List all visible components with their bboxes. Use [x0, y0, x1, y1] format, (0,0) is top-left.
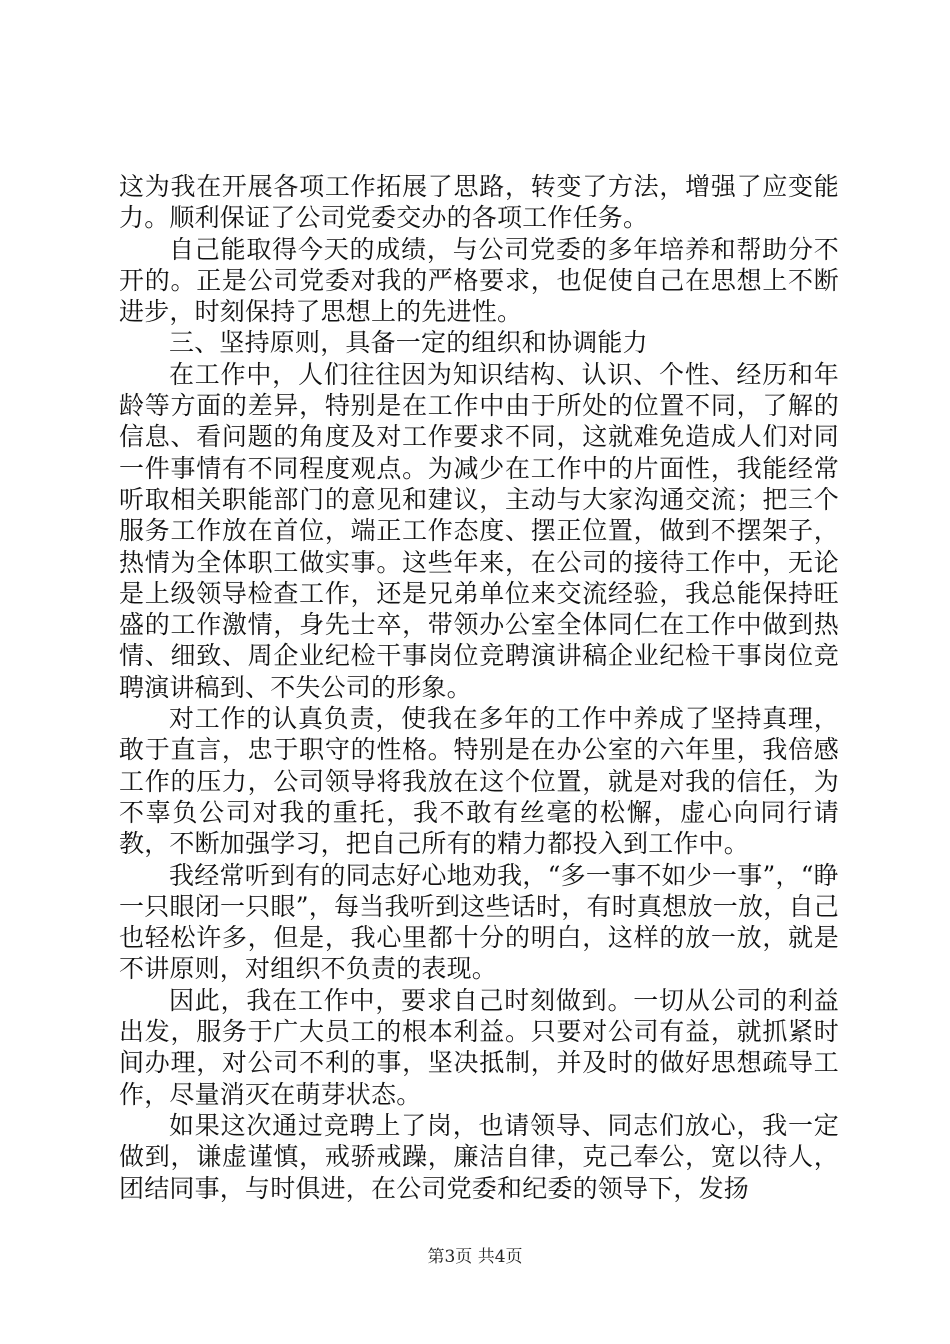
page-number-footer: 第3页 共4页: [427, 1247, 523, 1267]
paragraph: 这为我在开展各项工作拓展了思路，转变了方法，增强了应变能力。顺利保证了公司党委交办的各项工作任务。: [119, 172, 839, 233]
paragraph: 在工作中，人们往往因为知识结构、认识、个性、经历和年龄等方面的差异，特别是在工作中由于所处的位置不同，了解的信息、看问题的角度及对工作要求不同，这就难免造成人们对同一件事情有不同程度观点。为减少在工作中的片面性，我能经常听取相关职能部门的意见和建议，主动与大家沟通交流；把三个服务工作放在首位，端正工作态度、摆正位置，做到不摆架子，热情为全体职工做实事。这些年来，在公司的接待工作中，无论是上级领导检查工作，还是兄弟单位来交流经验，我总能保持旺盛的工作激情，身先士卒，带领办公室全体同仁在工作中做到热情、细致、周企业纪检干事岗位竞聘演讲稿企业纪检干事岗位竞聘演讲稿到、不失公司的形象。: [119, 359, 839, 702]
document-body: [119, 171, 839, 1204]
paragraph: 自己能取得今天的成绩，与公司党委的多年培养和帮助分不开的。正是公司党委对我的严格要求，也促使自己在思想上不断进步，时刻保持了思想上的先进性。: [119, 234, 839, 327]
paragraph: 对工作的认真负责，使我在多年的工作中养成了坚持真理，敢于直言，忠于职守的性格。特别是在办公室的六年里，我倍感工作的压力，公司领导将我放在这个位置，就是对我的信任，为不辜负公司对我的重托，我不敢有丝毫的松懈，虚心向同行请教，不断加强学习，把自己所有的精力都投入到工作中。: [119, 704, 839, 859]
paragraph: 因此，我在工作中，要求自己时刻做到。一切从公司的利益出发，服务于广大员工的根本利益。只要对公司有益，就抓紧时间办理，对公司不利的事，坚决抵制，并及时的做好思想疏导工作，尽量消灭在萌芽状态。: [119, 985, 839, 1109]
section-heading: 三、坚持原则，具备一定的组织和协调能力: [169, 328, 648, 358]
paragraph: 如果这次通过竞聘上了岗，也请领导、同志们放心，我一定做到，谦虚谨慎，戒骄戒躁，廉洁自律，克己奉公，宽以待人，团结同事，与时俱进，在公司党委和纪委的领导下，发扬: [119, 1110, 839, 1203]
paragraph: 我经常听到有的同志好心地劝我，“多一事不如少一事”，“睁一只眼闭一只眼”，每当我听到这些话时，有时真想放一放，自己也轻松许多，但是，我心里都十分的明白，这样的放一放，就是不讲原则，对组织不负责的表现。: [119, 860, 839, 984]
